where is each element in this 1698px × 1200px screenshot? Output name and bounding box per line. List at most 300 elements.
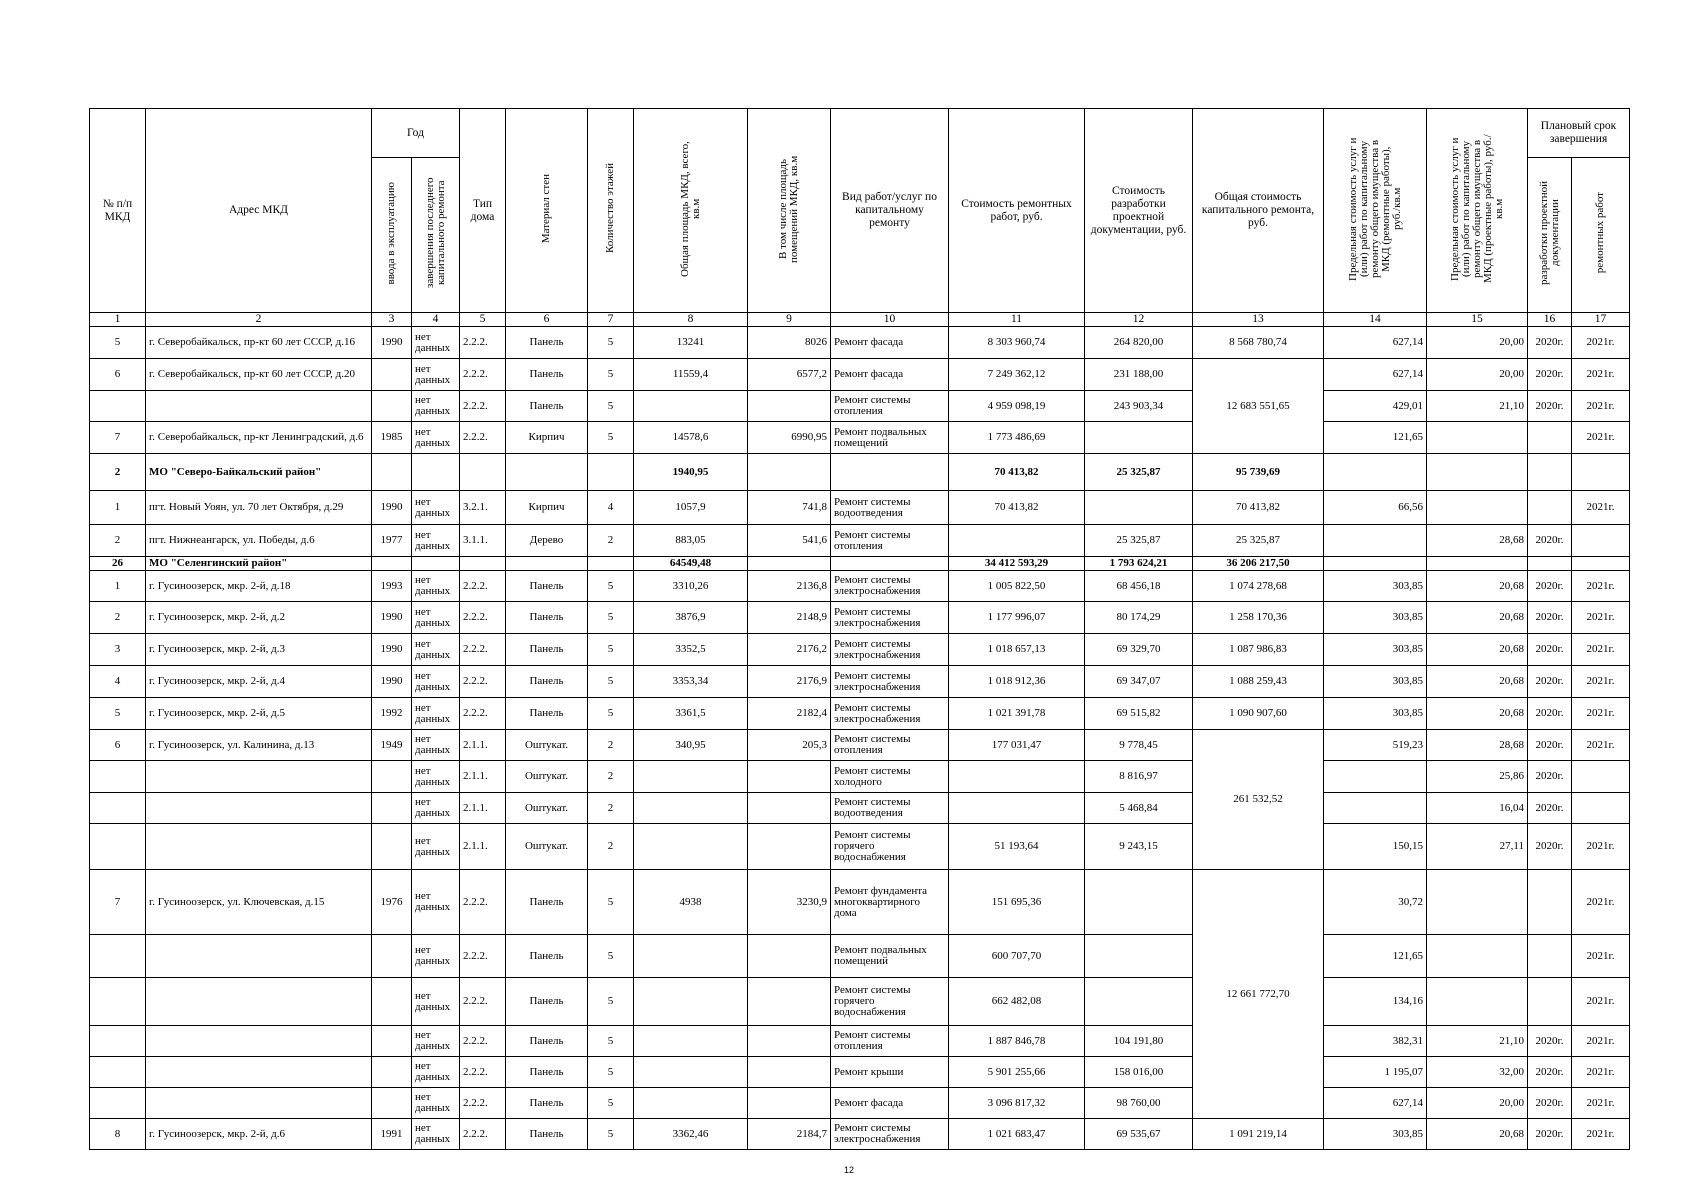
cell-year-last-repair: нет данных — [412, 1026, 460, 1057]
cell-work-type: Ремонт системы электроснабжения — [831, 666, 949, 698]
cell-work-type: Ремонт системы электроснабжения — [831, 634, 949, 666]
cell-planned-repair: 2021г. — [1572, 571, 1630, 602]
cell-premises-area: 541,6 — [748, 525, 831, 557]
cell-total-area: 14578,6 — [634, 422, 748, 454]
cell-year-last-repair: нет данных — [412, 602, 460, 634]
cell-year-last-repair: нет данных — [412, 327, 460, 359]
cell-premises-area — [748, 454, 831, 491]
cell-wall-material: Панель — [506, 1088, 588, 1119]
cell-total-cost: 95 739,69 — [1193, 454, 1324, 491]
cell-year-last-repair: нет данных — [412, 525, 460, 557]
cell-work-type: Ремонт системы горячего водоснабжения — [831, 978, 949, 1026]
col-number: 14 — [1324, 313, 1427, 327]
cell-wall-material: Панель — [506, 571, 588, 602]
cell-limit-design — [1427, 935, 1528, 978]
cell-limit-design — [1427, 978, 1528, 1026]
cell-limit-repair: 1 195,07 — [1324, 1057, 1427, 1088]
cell-house-type: 2.2.2. — [460, 666, 506, 698]
cell-num: 3 — [90, 634, 146, 666]
cell-house-type: 2.2.2. — [460, 698, 506, 730]
cell-limit-repair: 150,15 — [1324, 824, 1427, 870]
cell-num: 1 — [90, 571, 146, 602]
table-row — [90, 1088, 1630, 1119]
cell-premises-area: 8026 — [748, 327, 831, 359]
table-row — [90, 634, 1630, 666]
table-row — [90, 359, 1630, 391]
cell-planned-repair: 2021г. — [1572, 666, 1630, 698]
cell-year-commission: 1990 — [372, 666, 412, 698]
cell-limit-design: 20,00 — [1427, 327, 1528, 359]
cell-limit-design: 20,00 — [1427, 359, 1528, 391]
cell-premises-area — [748, 557, 831, 571]
cell-floors: 5 — [588, 422, 634, 454]
cell-limit-design: 27,11 — [1427, 824, 1528, 870]
cell-wall-material: Кирпич — [506, 491, 588, 525]
cell-total-area: 13241 — [634, 327, 748, 359]
cell-planned-repair: 2021г. — [1572, 978, 1630, 1026]
cell-planned-repair: 2021г. — [1572, 870, 1630, 935]
cell-address — [146, 824, 372, 870]
cell-wall-material: Панель — [506, 359, 588, 391]
cell-planned-design — [1528, 935, 1572, 978]
cell-floors: 5 — [588, 698, 634, 730]
cell-repair-cost: 8 303 960,74 — [949, 327, 1085, 359]
cell-design-cost: 9 778,45 — [1085, 730, 1193, 761]
cell-floors: 4 — [588, 491, 634, 525]
cell-repair-cost: 34 412 593,29 — [949, 557, 1085, 571]
col-number: 13 — [1193, 313, 1324, 327]
cell-num — [90, 1057, 146, 1088]
cell-repair-cost — [949, 525, 1085, 557]
cell-planned-design: 2020г. — [1528, 634, 1572, 666]
cell-wall-material: Панель — [506, 870, 588, 935]
cell-year-commission: 1949 — [372, 730, 412, 761]
cell-planned-design — [1528, 454, 1572, 491]
cell-planned-design: 2020г. — [1528, 793, 1572, 824]
cell-repair-cost: 4 959 098,19 — [949, 391, 1085, 422]
cell-total-area — [634, 1057, 748, 1088]
cell-year-last-repair: нет данных — [412, 761, 460, 793]
cell-year-commission — [372, 454, 412, 491]
cell-limit-repair: 134,16 — [1324, 978, 1427, 1026]
cell-house-type — [460, 557, 506, 571]
cell-num — [90, 1088, 146, 1119]
cell-year-last-repair: нет данных — [412, 824, 460, 870]
cell-total-area — [634, 935, 748, 978]
cell-work-type: Ремонт системы отопления — [831, 525, 949, 557]
cell-floors: 5 — [588, 666, 634, 698]
cell-total-area: 3352,5 — [634, 634, 748, 666]
cell-work-type: Ремонт фасада — [831, 1088, 949, 1119]
cell-floors: 5 — [588, 634, 634, 666]
cell-premises-area: 2184,7 — [748, 1119, 831, 1150]
cell-limit-repair — [1324, 761, 1427, 793]
cell-total-area: 883,05 — [634, 525, 748, 557]
cell-total-area: 340,95 — [634, 730, 748, 761]
cell-house-type: 2.2.2. — [460, 1026, 506, 1057]
col-number: 12 — [1085, 313, 1193, 327]
cell-work-type: Ремонт системы холодного — [831, 761, 949, 793]
cell-year-last-repair: нет данных — [412, 422, 460, 454]
cell-total-cost: 1 074 278,68 — [1193, 571, 1324, 602]
cell-planned-repair: 2021г. — [1572, 730, 1630, 761]
cell-design-cost: 243 903,34 — [1085, 391, 1193, 422]
cell-planned-design: 2020г. — [1528, 824, 1572, 870]
cell-year-commission — [372, 761, 412, 793]
cell-design-cost — [1085, 935, 1193, 978]
cell-year-last-repair: нет данных — [412, 698, 460, 730]
cell-year-last-repair: нет данных — [412, 730, 460, 761]
page-number: 12 — [843, 1165, 854, 1175]
cell-planned-repair: 2021г. — [1572, 1057, 1630, 1088]
cell-planned-design: 2020г. — [1528, 525, 1572, 557]
cell-address — [146, 978, 372, 1026]
cell-premises-area: 2176,9 — [748, 666, 831, 698]
header-address: Адрес МКД — [146, 109, 372, 313]
cell-wall-material: Панель — [506, 978, 588, 1026]
col-number: 10 — [831, 313, 949, 327]
cell-year-last-repair: нет данных — [412, 1119, 460, 1150]
table-row — [90, 525, 1630, 557]
cell-floors: 5 — [588, 327, 634, 359]
cell-repair-cost: 70 413,82 — [949, 454, 1085, 491]
cell-work-type: Ремонт системы водоотведения — [831, 491, 949, 525]
table-row — [90, 730, 1630, 761]
cell-year-commission: 1990 — [372, 602, 412, 634]
cell-num — [90, 391, 146, 422]
cell-repair-cost: 51 193,64 — [949, 824, 1085, 870]
cell-design-cost: 231 188,00 — [1085, 359, 1193, 391]
cell-year-commission — [372, 935, 412, 978]
cell-design-cost — [1085, 870, 1193, 935]
cell-wall-material: Оштукат. — [506, 793, 588, 824]
col-number: 16 — [1528, 313, 1572, 327]
cell-design-cost: 9 243,15 — [1085, 824, 1193, 870]
cell-total-cost: 1 091 219,14 — [1193, 1119, 1324, 1150]
cell-limit-design: 20,68 — [1427, 634, 1528, 666]
cell-planned-design: 2020г. — [1528, 327, 1572, 359]
cell-address: г. Гусиноозерск, мкр. 2-й, д.3 — [146, 634, 372, 666]
cell-year-commission — [372, 793, 412, 824]
cell-planned-repair: 2021г. — [1572, 935, 1630, 978]
cell-year-commission: 1991 — [372, 1119, 412, 1150]
cell-work-type: Ремонт подвальных помещений — [831, 935, 949, 978]
cell-address: пгт. Нижнеангарск, ул. Победы, д.6 — [146, 525, 372, 557]
cell-total-area — [634, 761, 748, 793]
cell-year-last-repair: нет данных — [412, 1057, 460, 1088]
cell-repair-cost: 1 021 683,47 — [949, 1119, 1085, 1150]
cell-planned-design: 2020г. — [1528, 571, 1572, 602]
cell-num: 2 — [90, 525, 146, 557]
col-number: 1 — [90, 313, 146, 327]
cell-total-area — [634, 824, 748, 870]
cell-planned-repair: 2021г. — [1572, 634, 1630, 666]
cell-work-type: Ремонт системы водоотведения — [831, 793, 949, 824]
cell-planned-repair — [1572, 761, 1630, 793]
cell-year-commission — [372, 557, 412, 571]
cell-planned-design — [1528, 870, 1572, 935]
cell-year-last-repair — [412, 454, 460, 491]
cell-work-type: Ремонт крыши — [831, 1057, 949, 1088]
cell-limit-design: 20,68 — [1427, 666, 1528, 698]
cell-design-cost: 8 816,97 — [1085, 761, 1193, 793]
cell-wall-material: Кирпич — [506, 422, 588, 454]
cell-limit-design: 20,68 — [1427, 602, 1528, 634]
cell-design-cost: 25 325,87 — [1085, 454, 1193, 491]
col-number: 15 — [1427, 313, 1528, 327]
cell-floors: 5 — [588, 1057, 634, 1088]
table-row — [90, 824, 1630, 870]
cell-house-type: 2.2.2. — [460, 602, 506, 634]
cell-planned-repair: 2021г. — [1572, 422, 1630, 454]
cell-limit-design: 21,10 — [1427, 1026, 1528, 1057]
cell-total-cost: 1 258 170,36 — [1193, 602, 1324, 634]
cell-limit-repair: 303,85 — [1324, 1119, 1427, 1150]
cell-premises-area — [748, 1026, 831, 1057]
cell-planned-repair — [1572, 793, 1630, 824]
header-planned: Плановый срок завершения — [1528, 109, 1630, 158]
col-number: 8 — [634, 313, 748, 327]
cell-year-last-repair: нет данных — [412, 978, 460, 1026]
cell-total-cost: 12 661 772,70 — [1193, 870, 1324, 1119]
cell-year-commission — [372, 1088, 412, 1119]
cell-year-last-repair: нет данных — [412, 1088, 460, 1119]
cell-year-last-repair — [412, 557, 460, 571]
cell-limit-repair: 627,14 — [1324, 327, 1427, 359]
cell-planned-design: 2020г. — [1528, 1057, 1572, 1088]
cell-work-type: Ремонт системы отопления — [831, 1026, 949, 1057]
table-row — [90, 422, 1630, 454]
cell-floors: 2 — [588, 793, 634, 824]
cell-total-cost: 1 088 259,43 — [1193, 666, 1324, 698]
cell-premises-area: 2148,9 — [748, 602, 831, 634]
cell-address: г. Северобайкальск, пр-кт 60 лет СССР, д.20 — [146, 359, 372, 391]
header-num: № п/п МКД — [90, 109, 146, 313]
col-number: 9 — [748, 313, 831, 327]
header-total-cost: Общая стоимость капитального ремонта, руб. — [1193, 109, 1324, 313]
cell-repair-cost — [949, 761, 1085, 793]
cell-year-commission — [372, 391, 412, 422]
cell-house-type: 2.2.2. — [460, 571, 506, 602]
cell-limit-repair: 303,85 — [1324, 602, 1427, 634]
cell-limit-repair: 627,14 — [1324, 359, 1427, 391]
table-row — [90, 935, 1630, 978]
cell-work-type: Ремонт подвальных помещений — [831, 422, 949, 454]
cell-house-type: 2.1.1. — [460, 730, 506, 761]
cell-design-cost: 69 515,82 — [1085, 698, 1193, 730]
cell-total-area: 3353,34 — [634, 666, 748, 698]
cell-planned-repair: 2021г. — [1572, 602, 1630, 634]
cell-design-cost: 68 456,18 — [1085, 571, 1193, 602]
cell-total-cost: 36 206 217,50 — [1193, 557, 1324, 571]
cell-year-commission: 1993 — [372, 571, 412, 602]
cell-num — [90, 935, 146, 978]
cell-wall-material: Панель — [506, 391, 588, 422]
cell-num: 6 — [90, 359, 146, 391]
cell-wall-material: Оштукат. — [506, 730, 588, 761]
cell-planned-design — [1528, 978, 1572, 1026]
cell-planned-design: 2020г. — [1528, 359, 1572, 391]
cell-limit-design — [1427, 454, 1528, 491]
cell-house-type: 2.2.2. — [460, 1057, 506, 1088]
cell-address: г. Гусиноозерск, ул. Ключевская, д.15 — [146, 870, 372, 935]
table-row — [90, 978, 1630, 1026]
cell-wall-material — [506, 454, 588, 491]
cell-year-commission: 1990 — [372, 327, 412, 359]
cell-limit-design: 21,10 — [1427, 391, 1528, 422]
cell-design-cost — [1085, 978, 1193, 1026]
cell-planned-design: 2020г. — [1528, 761, 1572, 793]
cell-address — [146, 793, 372, 824]
cell-house-type: 2.2.2. — [460, 634, 506, 666]
cell-limit-design: 28,68 — [1427, 525, 1528, 557]
cell-floors: 2 — [588, 761, 634, 793]
cell-planned-design — [1528, 491, 1572, 525]
cell-house-type: 2.2.2. — [460, 359, 506, 391]
cell-premises-area — [748, 761, 831, 793]
header-year: Год — [372, 109, 460, 158]
cell-address — [146, 1026, 372, 1057]
cell-limit-design — [1427, 422, 1528, 454]
cell-house-type: 2.2.2. — [460, 935, 506, 978]
table-row — [90, 602, 1630, 634]
cell-premises-area: 6577,2 — [748, 359, 831, 391]
cell-premises-area: 3230,9 — [748, 870, 831, 935]
cell-house-type — [460, 454, 506, 491]
cell-planned-repair — [1572, 525, 1630, 557]
cell-address: МО "Северо-Байкальский район" — [146, 454, 372, 491]
cell-design-cost — [1085, 491, 1193, 525]
cell-total-area: 3362,46 — [634, 1119, 748, 1150]
cell-limit-repair — [1324, 793, 1427, 824]
cell-num — [90, 793, 146, 824]
col-number: 11 — [949, 313, 1085, 327]
cell-design-cost: 80 174,29 — [1085, 602, 1193, 634]
cell-address — [146, 1057, 372, 1088]
cell-year-last-repair: нет данных — [412, 634, 460, 666]
cell-year-commission: 1977 — [372, 525, 412, 557]
header-house-type: Тип дома — [460, 109, 506, 313]
cell-year-commission: 1990 — [372, 634, 412, 666]
cell-limit-repair: 303,85 — [1324, 698, 1427, 730]
cell-year-commission — [372, 359, 412, 391]
cell-limit-repair: 627,14 — [1324, 1088, 1427, 1119]
cell-planned-repair — [1572, 454, 1630, 491]
cell-design-cost — [1085, 422, 1193, 454]
table-row — [90, 698, 1630, 730]
cell-planned-design — [1528, 422, 1572, 454]
cell-design-cost: 69 329,70 — [1085, 634, 1193, 666]
cell-limit-design: 32,00 — [1427, 1057, 1528, 1088]
cell-floors — [588, 454, 634, 491]
cell-floors: 2 — [588, 525, 634, 557]
cell-planned-design: 2020г. — [1528, 698, 1572, 730]
cell-design-cost: 98 760,00 — [1085, 1088, 1193, 1119]
cell-address: г. Северобайкальск, пр-кт Ленинградский, д.6 — [146, 422, 372, 454]
cell-wall-material: Панель — [506, 666, 588, 698]
cell-house-type: 2.2.2. — [460, 1119, 506, 1150]
cell-year-last-repair: нет данных — [412, 935, 460, 978]
cell-planned-repair: 2021г. — [1572, 824, 1630, 870]
table-row — [90, 571, 1630, 602]
cell-total-cost: 12 683 551,65 — [1193, 359, 1324, 454]
cell-num: 5 — [90, 698, 146, 730]
cell-planned-repair — [1572, 557, 1630, 571]
cell-address: МО "Селенгинский район" — [146, 557, 372, 571]
header-design-cost: Стоимость разработки проектной документации, руб. — [1085, 109, 1193, 313]
cell-premises-area — [748, 391, 831, 422]
cell-wall-material: Панель — [506, 1026, 588, 1057]
cell-house-type: 2.1.1. — [460, 824, 506, 870]
cell-wall-material: Оштукат. — [506, 824, 588, 870]
cell-limit-repair: 66,56 — [1324, 491, 1427, 525]
cell-address: г. Гусиноозерск, мкр. 2-й, д.18 — [146, 571, 372, 602]
cell-year-commission — [372, 824, 412, 870]
table-row — [90, 1119, 1630, 1150]
header-floors: Количество этажей — [604, 163, 617, 254]
cell-wall-material: Дерево — [506, 525, 588, 557]
cell-planned-repair: 2021г. — [1572, 1119, 1630, 1150]
cell-floors: 5 — [588, 978, 634, 1026]
cell-num: 2 — [90, 454, 146, 491]
cell-num — [90, 978, 146, 1026]
cell-repair-cost: 1 018 912,36 — [949, 666, 1085, 698]
table-row — [90, 666, 1630, 698]
cell-premises-area — [748, 793, 831, 824]
cell-total-cost: 1 090 907,60 — [1193, 698, 1324, 730]
cell-num: 8 — [90, 1119, 146, 1150]
cell-planned-design: 2020г. — [1528, 730, 1572, 761]
cell-work-type: Ремонт фасада — [831, 327, 949, 359]
cell-limit-design — [1427, 870, 1528, 935]
table-row — [90, 1057, 1630, 1088]
cell-repair-cost: 151 695,36 — [949, 870, 1085, 935]
col-number: 5 — [460, 313, 506, 327]
cell-floors: 2 — [588, 730, 634, 761]
cell-house-type: 2.1.1. — [460, 761, 506, 793]
header-planned-design: разработки проектной документации — [1537, 180, 1561, 286]
cell-total-area: 3310,26 — [634, 571, 748, 602]
cell-premises-area — [748, 935, 831, 978]
cell-planned-design: 2020г. — [1528, 1119, 1572, 1150]
cell-limit-repair — [1324, 525, 1427, 557]
col-number: 6 — [506, 313, 588, 327]
cell-floors: 5 — [588, 935, 634, 978]
cell-limit-repair: 303,85 — [1324, 666, 1427, 698]
cell-floors: 5 — [588, 359, 634, 391]
cell-house-type: 3.2.1. — [460, 491, 506, 525]
cell-total-cost: 8 568 780,74 — [1193, 327, 1324, 359]
cell-address — [146, 1088, 372, 1119]
cell-total-cost: 261 532,52 — [1193, 730, 1324, 870]
cell-year-last-repair: нет данных — [412, 491, 460, 525]
cell-year-commission — [372, 978, 412, 1026]
cell-limit-repair — [1324, 557, 1427, 571]
cell-total-area — [634, 391, 748, 422]
cell-total-cost: 70 413,82 — [1193, 491, 1324, 525]
cell-num: 2 — [90, 602, 146, 634]
header-limit-repair: Предельная стоимость услуг и (или) работ по капитальному ремонту общего имущества в МКД (ремонтные работы), руб./кв.м — [1346, 136, 1403, 281]
table-row — [90, 327, 1630, 359]
cell-design-cost: 264 820,00 — [1085, 327, 1193, 359]
cell-work-type — [831, 557, 949, 571]
cell-planned-repair: 2021г. — [1572, 491, 1630, 525]
col-number: 2 — [146, 313, 372, 327]
cell-limit-repair: 30,72 — [1324, 870, 1427, 935]
col-number: 3 — [372, 313, 412, 327]
col-number: 7 — [588, 313, 634, 327]
cell-wall-material: Панель — [506, 1119, 588, 1150]
